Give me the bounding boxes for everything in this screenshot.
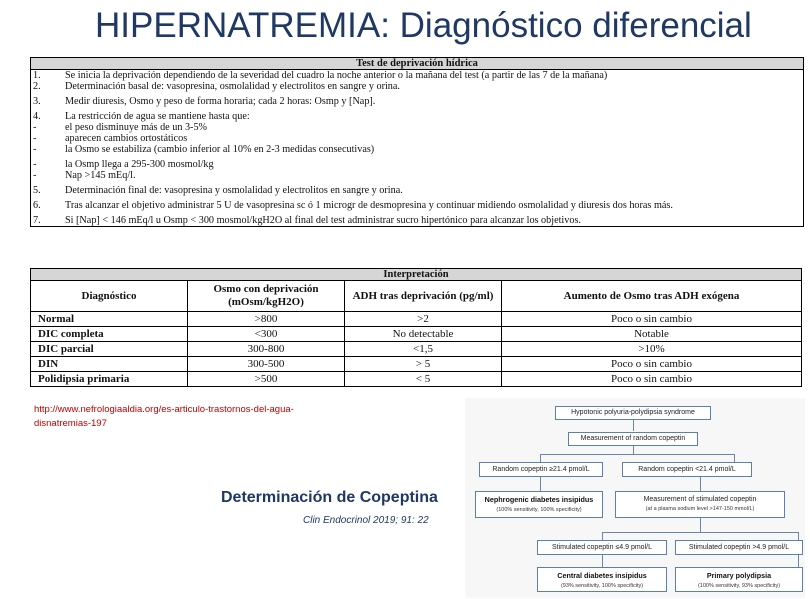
step-7: 7. Si [Nap] < 146 mEq/l u Osmp < 300 mosmol/kgH2O al final del test administrar sucro hipertónico para alcanzar los objetivos. [33,215,581,226]
step-5: 5. Determinación final de: vasopresina y osmolalidad y electrolitos en sangre y orina. [33,185,403,196]
connector-line [798,532,799,540]
citation: Clin Endocrinol 2019; 91: 22 [303,515,429,526]
flow-primary-polydipsia-box: Primary polydipsia (100% sensitivity, 93% specificity) [675,567,803,592]
table-row [31,312,802,327]
table-cell: Poco o sin cambio [502,372,802,387]
deprivation-test-heading: Test de deprivación hídrica [31,58,803,70]
copeptin-title: Determinación de Copeptina [221,489,438,506]
table-cell: DIN [31,357,188,372]
table-cell: > 5 [345,357,502,372]
flow-start-box: Hypotonic polyuria-polydipsia syndrome [555,406,711,420]
table-cell: DIC completa [31,327,188,342]
column-header: Osmo con deprivación (mOsm/kgH2O) [188,281,345,312]
flow-stim-high-box: Stimulated copeptin >4.9 pmol/L [675,540,803,555]
column-header: ADH tras deprivación (pg/ml) [345,281,502,312]
table-cell: >800 [188,312,345,327]
column-header: Aumento de Osmo tras ADH exógena [502,281,802,312]
table-cell: Polidipsia primaria [31,372,188,387]
connector-line [633,420,634,431]
connector-line [798,555,799,567]
connector-line [602,532,798,533]
step-4-sub-4: - la Osmp llega a 295-300 mosmol/kg [33,159,214,170]
table-cell: <300 [188,327,345,342]
interpretation-header-row [31,281,802,312]
connector-line [700,518,701,532]
flow-measure-stimulated-box: Measurement of stimulated copeptin (at a plasma sodium level >147-150 mmol/L) [615,491,785,518]
table-cell: DIC parcial [31,342,188,357]
table-row [31,357,802,372]
table-row [31,327,802,342]
step-4: 4. La restricción de agua se mantiene hasta que: [33,111,250,122]
connector-line [700,477,701,491]
table-cell: >10% [502,342,802,357]
table-cell: <1,5 [345,342,502,357]
connector-line [540,477,541,491]
table-cell: >2 [345,312,502,327]
deprivation-test-table [30,57,804,227]
step-2: 2. Determinación basal de: vasopresina, osmolalidad y electrolitos en sangre y orina. [33,81,400,92]
flow-measure-random-box: Measurement of random copeptin [568,432,698,446]
table-cell: >500 [188,372,345,387]
step-4-sub-2: - aparecen cambios ortostáticos [33,133,188,144]
table-cell: Poco o sin cambio [502,357,802,372]
table-cell: Normal [31,312,188,327]
connector-line [734,454,735,462]
flow-stim-low-box: Stimulated copeptin ≤4.9 pmol/L [537,540,667,555]
connector-line [633,446,634,454]
table-cell: < 5 [345,372,502,387]
page-title: HIPERNATREMIA: Diagnóstico diferencial [95,6,752,45]
interpretation-heading: Interpretación [30,268,802,280]
copeptin-flowchart [465,398,805,598]
connector-line [540,454,734,455]
step-3: 3. Medir diuresis, Osmo y peso de forma horaria; cada 2 horas: Osmp y [Nap]. [33,96,376,107]
table-cell: 300-500 [188,357,345,372]
table-row [31,372,802,387]
interpretation-table [30,280,802,387]
table-cell: Notable [502,327,802,342]
step-1: 1. Se inicia la deprivación dependiendo de la severidad del cuadro la noche anterior o la mañana del test (a partir de las 7 de la mañana) [33,70,608,81]
table-cell: 300-800 [188,342,345,357]
connector-line [540,454,541,462]
table-cell: No detectable [345,327,502,342]
column-header: Diagnóstico [31,281,188,312]
source-link[interactable]: http://www.nefrologiaaldia.org/es-articulo-trastornos-del-agua-disnatremias-197 [34,404,294,429]
table-cell: Poco o sin cambio [502,312,802,327]
step-4-sub-5: - Nap >145 mEq/l. [33,170,136,181]
step-6: 6. Tras alcanzar el objetivo administrar 5 U de vasopresina sc ó 1 microgr de desmopresina y continuar midiendo osmolalidad y diuresis dos horas más. [33,200,673,211]
table-row [31,342,802,357]
flow-random-low-box: Random copeptin <21.4 pmol/L [622,462,752,477]
connector-line [602,555,603,567]
connector-line [602,532,603,540]
flow-random-high-box: Random copeptin ≥21.4 pmol/L [479,462,603,477]
step-4-sub-1: - el peso disminuye más de un 3-5% [33,122,208,133]
step-4-sub-3: - la Osmo se estabiliza (cambio inferior al 10% en 2-3 medidas consecutivas) [33,144,375,155]
flow-nephrogenic-box: Nephrogenic diabetes insipidus (100% sensitivity, 100% specificity) [475,491,603,518]
flow-central-di-box: Central diabetes insipidus (93% sensitivity, 100% specificity) [537,567,667,592]
